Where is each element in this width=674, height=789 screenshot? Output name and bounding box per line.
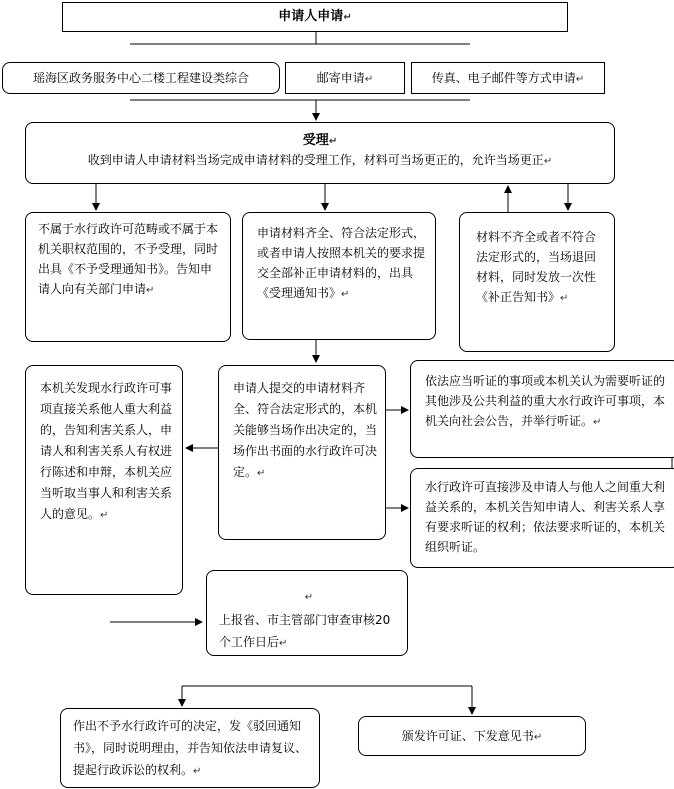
node-report-text: 上报省、市主管部门审查审核20个工作日后: [219, 613, 391, 649]
node-interest: [25, 365, 183, 595]
node-window-b: [285, 62, 405, 94]
para-mark: ↵: [533, 732, 543, 743]
node-hearing-party: [410, 468, 674, 568]
node-approve: [358, 716, 586, 756]
node-window-a-text: 瑶海区政务服务中心二楼工程建设类综合: [32, 71, 249, 85]
para-mark: ↵: [100, 510, 109, 521]
para-mark: ↵: [543, 156, 553, 167]
node-hearing-party-text: 水行政许可直接涉及申请人与他人之间重大利益关系的，本机关告知申请人、利害关系人享有要求听证的权利；依法要求听证的，本机关组织听证。: [425, 480, 666, 554]
node-hearing-public: [410, 360, 674, 458]
node-report-mark: [219, 585, 399, 609]
node-accept-full: [242, 212, 436, 340]
node-apply-text: 申请人申请: [278, 9, 344, 24]
para-mark: ↵: [328, 136, 338, 147]
node-accept-body-text: 收到申请人申请材料当场完成申请材料的受理工作，材料可当场更正的，允许当场更正: [87, 153, 544, 167]
node-window-a: [2, 62, 280, 94]
para-mark: ↵: [560, 293, 569, 304]
node-accept-full-text: 申请材料齐全、符合法定形式，或者申请人按照本机关的要求提交全部补正申请材料的，出具《受理通知书》: [257, 226, 426, 300]
node-window-c-text: 传真、电子邮件等方式申请: [431, 71, 576, 85]
node-interest-text: 本机关发现水行政许可事项直接关系他人重大利益的，告知利害关系人，申请人和利害关系人有权进行陈述和申辩，本机关应当听取当事人和利害关系人的意见。: [40, 381, 173, 521]
node-not-accept: [25, 212, 231, 342]
node-accept-title: [26, 131, 614, 151]
node-decide: [218, 365, 386, 540]
para-mark: ↵: [364, 74, 374, 85]
node-not-accept-text: 不属于水行政许可范畴或不属于本机关职权范围的，不予受理，同时出具《不予受理通知书》。告知申请人向有关部门申请: [38, 222, 219, 296]
node-accept-body: [26, 151, 614, 171]
node-approve-text: 颁发许可证、下发意见书: [401, 729, 534, 743]
node-incomplete: [459, 212, 615, 352]
para-mark: ↵: [341, 289, 350, 300]
node-hearing-public-text: 依法应当听证的事项或本机关认为需要听证的其他涉及公共利益的重大水行政许可事项，本机关向社会公告，并举行听证。: [425, 374, 666, 428]
node-incomplete-text: 材料不齐全或者不符合法定形式的，当场退回材料，同时发放一次性《补正告知书》: [476, 230, 597, 304]
node-window-b-text: 邮寄申请: [316, 71, 365, 85]
para-mark: ↵: [575, 74, 585, 85]
para-mark: ↵: [593, 417, 602, 428]
para-mark: ↵: [304, 592, 314, 603]
para-mark: ↵: [343, 12, 352, 23]
node-window-c: [411, 62, 605, 94]
para-mark: ↵: [279, 638, 288, 649]
node-accept: [25, 122, 615, 184]
node-decide-text: 申请人提交的申请材料齐全、符合法定形式的，本机关能够当场作出决定的，当场作出书面的水行政许可决定。: [233, 381, 378, 479]
node-report: [206, 570, 408, 656]
node-reject: [60, 708, 320, 788]
node-apply: [62, 2, 568, 32]
para-mark: ↵: [146, 285, 155, 296]
node-reject-text: 作出不予水行政许可的决定，发《驳回通知书》，同时说明理由，并告知依法申请复议、提起行政诉讼的权利。: [73, 719, 308, 777]
para-mark: ↵: [193, 766, 202, 777]
para-mark: ↵: [257, 468, 266, 479]
node-accept-title-text: 受理: [302, 133, 329, 148]
